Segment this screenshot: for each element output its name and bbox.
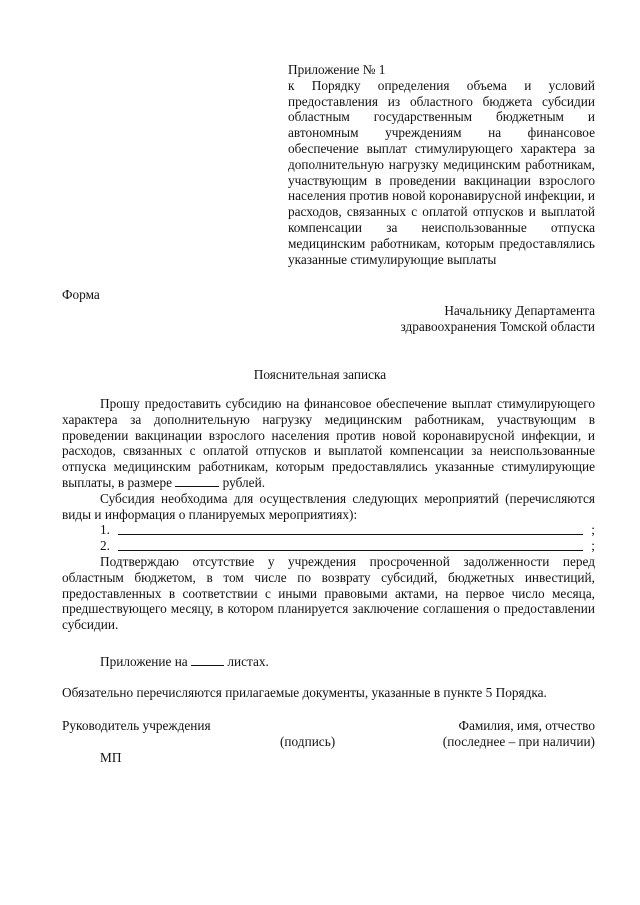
activities-intro: Субсидия необходима для осуществления следующих мероприятий (перечисляются виды и информация о планируемых мероприятиях): <box>62 490 595 522</box>
appendix-header <box>288 62 595 267</box>
confirmation-paragraph: Подтверждаю отсутствие у учреждения просроченной задолженности перед областным бюджетом, в том числе по возврату субсидий, бюджетных инвестиций, предоставленных в соответствии с иными правовыми актами, на первое число месяца, предшествующего месяцу, в котором планируется заключение соглашения о предоставлении субсидии. <box>62 553 595 633</box>
signature-caption: (подпись) <box>280 734 336 749</box>
attachment-line <box>100 654 269 670</box>
addressee <box>400 303 595 335</box>
appendix-title: Приложение № 1 <box>288 62 386 77</box>
request-paragraph <box>62 396 595 491</box>
activity-end: ; <box>591 538 595 554</box>
name-label: Фамилия, имя, отчество <box>458 718 595 733</box>
stamp-label: МП <box>100 750 122 765</box>
activity-blank <box>118 539 583 551</box>
request-text: Прошу предоставить субсидию на финансовое обеспечение выплат стимулирующего характера за дополнительную нагрузку медицинским работникам, участвующим в проведении вакцинации взрослого населения против новой коронавирусной инфекции, и расходов, связанных с оплатой отпусков и выплатой компенсации за неиспользованные отпуска медицинским работникам, которым предоставлялись указанные стимулирующие выплаты, в размере <box>62 396 595 490</box>
name-caption: (последнее – при наличии) <box>442 734 595 749</box>
activity-end: ; <box>591 522 595 538</box>
request-text-end: рублей. <box>222 474 266 490</box>
amount-blank <box>175 475 219 487</box>
activity-line-1 <box>62 522 595 538</box>
head-label: Руководитель учреждения <box>62 718 211 733</box>
activity-number: 2. <box>100 538 110 554</box>
document-body <box>62 396 595 633</box>
sheets-blank <box>191 654 224 666</box>
appendix-reference-text: к Порядку определения объема и условий предоставления из областного бюджета субсидии областным государственным бюджетным и автономным учреждениям на финансовое обеспечение выплат стимулирующего характера за дополнительную нагрузку медицинским работникам, участвующим в проведении вакцинации взрослого населения против новой коронавирусной инфекции, и расходов, связанных с оплатой отпусков и выплатой компенсации за неиспользованные отпуска медицинским работникам, которым предоставлялись указанные стимулирующие выплаты <box>288 77 595 267</box>
activity-blank <box>118 523 583 535</box>
document-title: Пояснительная записка <box>253 367 387 382</box>
attachment-suffix: листах. <box>227 654 269 669</box>
form-label: Форма <box>62 287 100 302</box>
addressee-line-1: Начальнику Департамента <box>444 303 595 318</box>
addressee-line-2: здравоохранения Томской области <box>400 318 595 334</box>
mandatory-note: Обязательно перечисляются прилагаемые документы, указанные в пункте 5 Порядка. <box>62 685 547 700</box>
activity-number: 1. <box>100 522 110 538</box>
activity-line-2 <box>62 538 595 554</box>
attachment-prefix: Приложение на <box>100 654 188 669</box>
